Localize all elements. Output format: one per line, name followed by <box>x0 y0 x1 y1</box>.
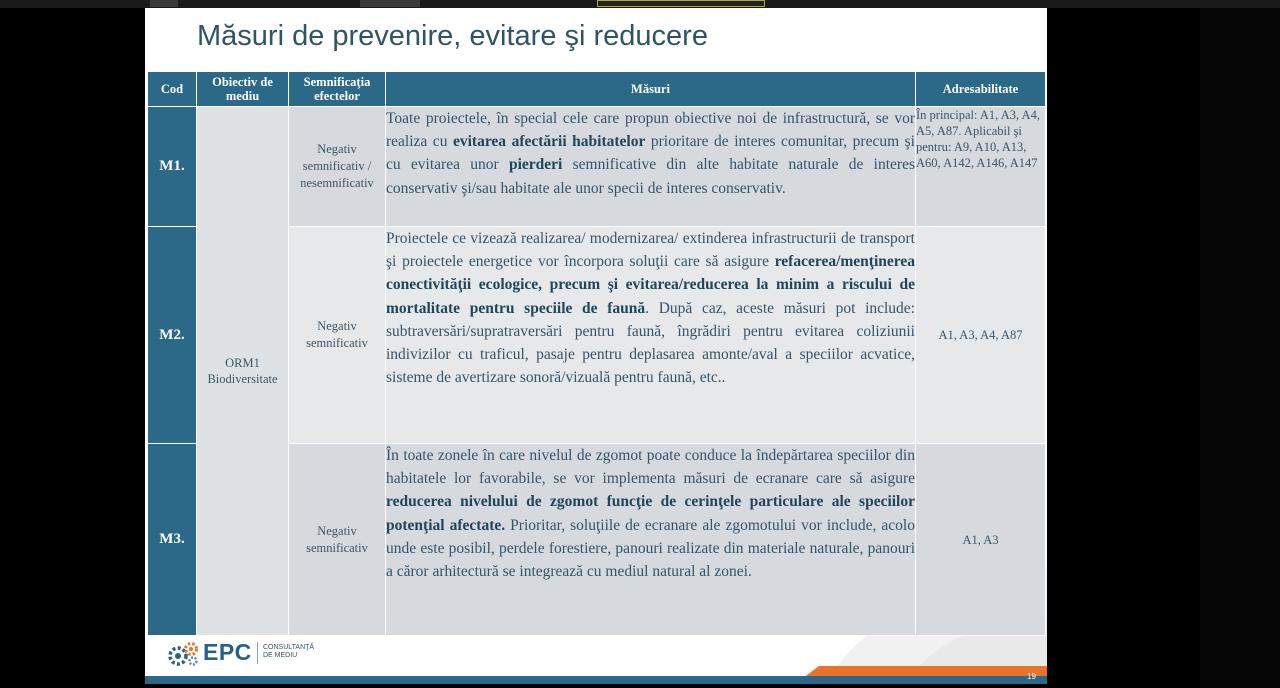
addressability-cell: În principal: A1, A3, A4, A5, A87. Aplicabil şi pentru: A9, A10, A13, A60, A142, A146, A147 <box>916 107 1046 227</box>
logo-tagline: CONSULTANŢĂ DE MEDIU <box>263 644 315 659</box>
presentation-slide <box>145 8 1047 684</box>
meeting-thumbnail-strip <box>0 0 1280 8</box>
measures-text: Toate proiectele, în special cele care propun obiective noi de infrastructură, se vor realiza cu evitarea afectării habitatelor prioritare de interes comunitar, precum şi cu evitarea unor pierderi semnificative din alte habitate naturale de interes conservativ şi/sau habitate ale unor specii de interes conservativ. <box>386 107 916 227</box>
active-participant-thumbnail[interactable] <box>597 0 765 7</box>
significance-cell: Negativ semnificativ <box>289 227 386 444</box>
gears-icon <box>167 641 201 667</box>
table-row <box>148 107 1046 227</box>
participant-thumbnail[interactable] <box>360 0 420 7</box>
row-code: M2. <box>148 227 197 444</box>
significance-cell: Negativ semnificativ <box>289 444 386 636</box>
table-header-row <box>148 72 1046 107</box>
footer-band <box>145 676 1047 684</box>
header-semnificatia: Semnificaţia efectelor <box>289 72 386 107</box>
objective-cell: ORM1 Biodiversitate <box>197 107 289 636</box>
addressability-cell: A1, A3 <box>916 444 1046 636</box>
measures-text: Proiectele ce vizează realizarea/ modernizarea/ extinderea infrastructurii de transport şi proiectele energetice vor încorpora soluţii care să asigure refacerea/menţinerea conectivităţii ecologice, precum şi evitarea/reducerea la minim a riscului de mortalitate pentru speciile de faună. După caz, aceste măsuri pot include: subtraversări/supratraversări pentru faună, îngrădiri pentru evitarea coliziunii indivizilor cu traficul, pasaje pentru deplasarea amonte/aval a speciilor acvatice, sisteme de avertizare sonoră/vizuală pentru faună, etc.. <box>386 227 916 444</box>
measures-text: În toate zonele în care nivelul de zgomot poate conduce la îndepărtarea speciilor din habitatele lor favorabile, se vor implementa măsuri de ecranare care să asigure reducerea nivelului de zgomot funcţie de cerinţele particulare ale speciilor potenţial afectate. Prioritar, soluţiile de ecranare ale zgomotului vor include, acolo unde este posibil, perdele forestiere, panouri realizate din materiale naturale, panouri a căror arhitectură se integrează cu mediul natural al zonei. <box>386 444 916 636</box>
header-obiectiv: Obiectiv de mediu <box>197 72 289 107</box>
row-code: M1. <box>148 107 197 227</box>
significance-cell: Negativ semnificativ / nesemnificativ <box>289 107 386 227</box>
header-cod: Cod <box>148 72 197 107</box>
addressability-cell: A1, A3, A4, A87 <box>916 227 1046 444</box>
participant-thumbnail[interactable] <box>150 0 178 7</box>
page-number: 19 <box>1027 672 1036 681</box>
measures-table <box>147 71 1046 636</box>
slide-title: Măsuri de prevenire, evitare şi reducere <box>197 20 708 52</box>
logo-separator <box>257 642 258 664</box>
right-panel <box>1200 8 1280 688</box>
logo-brand: EPC <box>203 639 252 665</box>
header-adresabilitate: Adresabilitate <box>916 72 1046 107</box>
header-masuri: Măsuri <box>386 72 916 107</box>
row-code: M3. <box>148 444 197 636</box>
